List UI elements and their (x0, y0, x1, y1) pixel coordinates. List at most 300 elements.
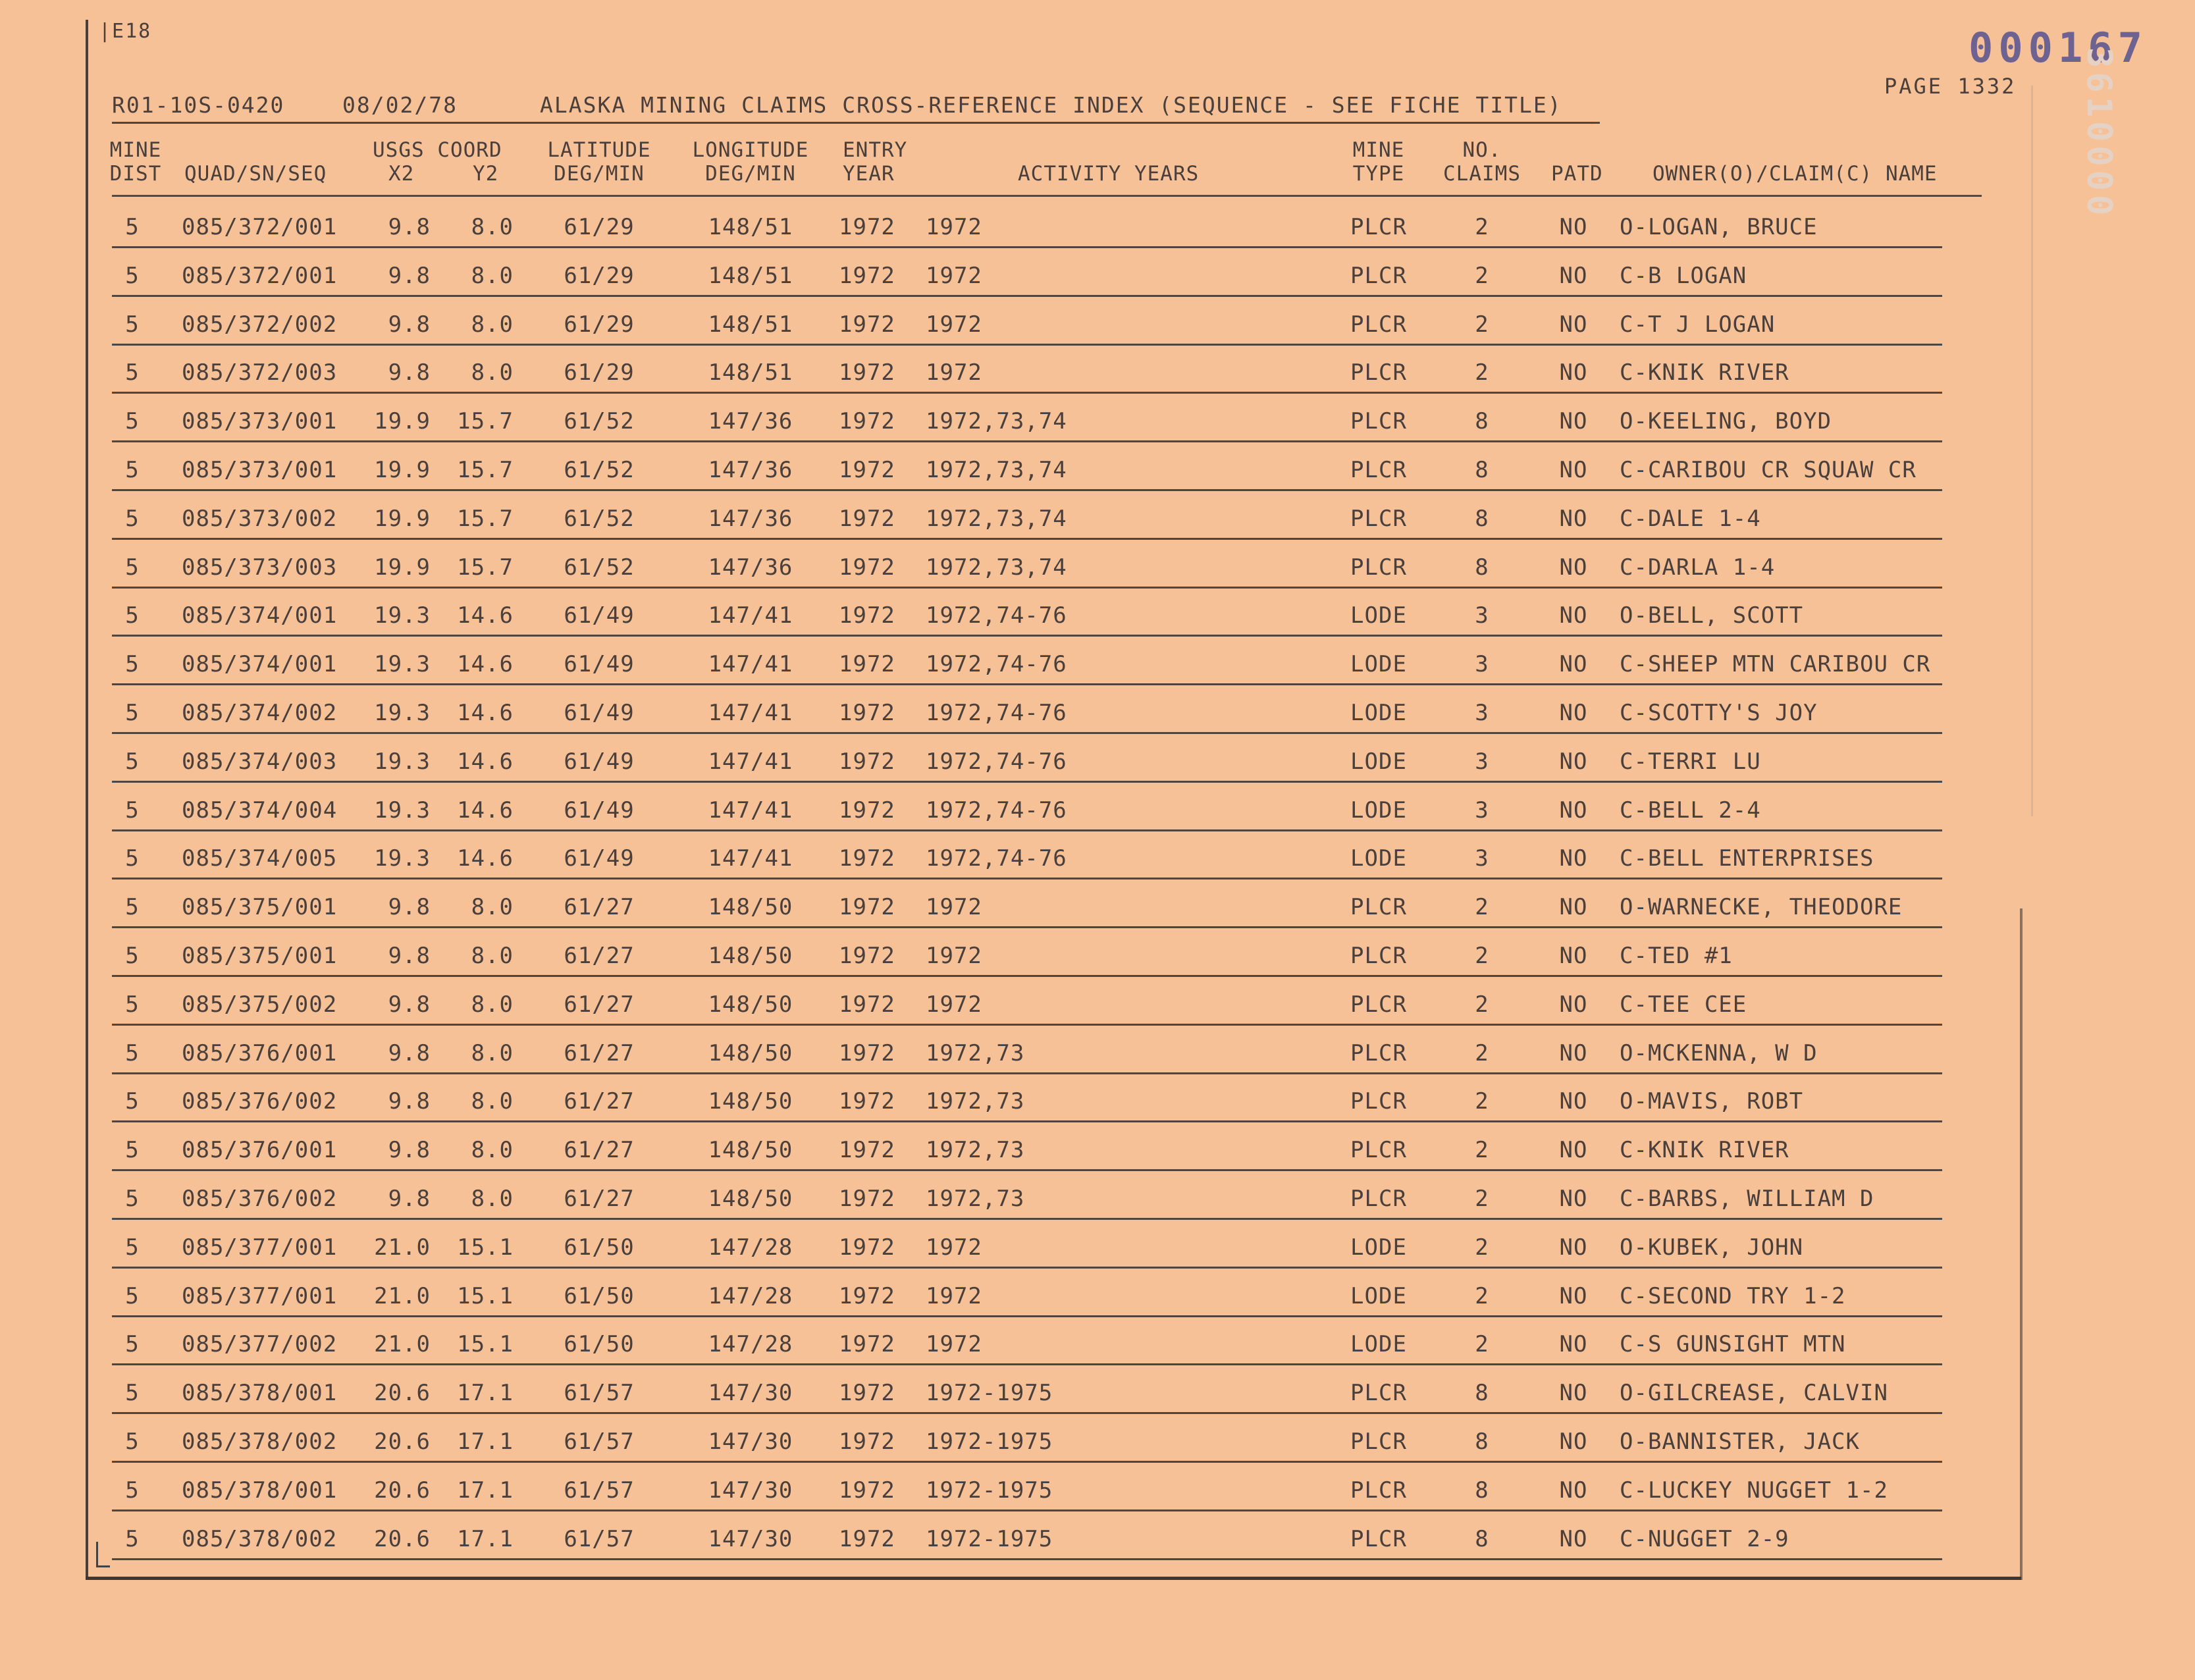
cell-latitude: 61/57 (564, 1526, 635, 1552)
cell-owner-claim-name: C-SECOND TRY 1-2 (1620, 1283, 1846, 1309)
page-label: PAGE 1332 (1884, 74, 2017, 99)
table-row (0, 640, 2195, 689)
row-divider (112, 635, 1942, 637)
cell-mine-type: PLCR (1350, 1088, 1407, 1115)
cell-latitude: 61/27 (564, 894, 635, 920)
cell-activity-years: 1972 (926, 894, 982, 920)
cell-longitude: 147/30 (708, 1477, 793, 1504)
cell-owner-claim-name: C-BELL ENTERPRISES (1620, 845, 1874, 872)
cell-mine-dist: 5 (125, 797, 140, 824)
cell-patd: NO (1559, 1137, 1588, 1163)
cell-owner-claim-name: C-T J LOGAN (1620, 311, 1776, 338)
cell-activity-years: 1972,73,74 (926, 457, 1067, 483)
cell-y2: 8.0 (471, 1088, 514, 1115)
cell-x2: 19.9 (374, 554, 431, 581)
cell-y2: 8.0 (471, 359, 514, 386)
cell-owner-claim-name: C-SCOTTY'S JOY (1620, 700, 1818, 726)
cell-no-claims: 2 (1475, 1040, 1489, 1066)
cell-activity-years: 1972 (926, 359, 982, 386)
cell-y2: 15.7 (457, 506, 514, 532)
cell-entry-year: 1972 (839, 1186, 895, 1212)
cell-quad: 085/375/002 (182, 991, 338, 1018)
cell-y2: 15.7 (457, 457, 514, 483)
cell-mine-type: LODE (1350, 797, 1407, 824)
cell-mine-dist: 5 (125, 1331, 140, 1357)
cell-quad: 085/374/003 (182, 748, 338, 775)
col-no-claims: NO. CLAIMS (1443, 138, 1521, 186)
table-row (0, 1029, 2195, 1078)
cell-mine-dist: 5 (125, 408, 140, 434)
cell-entry-year: 1972 (839, 748, 895, 775)
table-row (0, 543, 2195, 592)
cell-owner-claim-name: C-TED #1 (1620, 943, 1733, 969)
table-row (0, 883, 2195, 932)
cell-y2: 15.7 (457, 408, 514, 434)
row-divider (112, 1558, 1942, 1560)
cell-latitude: 61/57 (564, 1429, 635, 1455)
cell-quad: 085/372/001 (182, 214, 338, 240)
cell-longitude: 148/50 (708, 991, 793, 1018)
cell-x2: 9.8 (388, 1040, 431, 1066)
cell-mine-dist: 5 (125, 1429, 140, 1455)
cell-quad: 085/373/001 (182, 408, 338, 434)
cell-mine-dist: 5 (125, 359, 140, 386)
cell-mine-dist: 5 (125, 602, 140, 629)
cell-mine-type: PLCR (1350, 1137, 1407, 1163)
cell-no-claims: 2 (1475, 1137, 1489, 1163)
row-divider (112, 246, 1942, 248)
cell-no-claims: 2 (1475, 991, 1489, 1018)
cell-activity-years: 1972,73 (926, 1040, 1025, 1066)
cell-y2: 14.6 (457, 748, 514, 775)
table-row (0, 300, 2195, 349)
cell-patd: NO (1559, 1331, 1588, 1357)
cell-quad: 085/374/002 (182, 700, 338, 726)
cell-y2: 8.0 (471, 214, 514, 240)
cell-longitude: 147/41 (708, 602, 793, 629)
cell-y2: 8.0 (471, 1137, 514, 1163)
row-divider (112, 295, 1942, 297)
cell-patd: NO (1559, 214, 1588, 240)
table-row (0, 251, 2195, 300)
cell-quad: 085/374/001 (182, 651, 338, 677)
cell-mine-type: PLCR (1350, 408, 1407, 434)
cell-no-claims: 8 (1475, 554, 1489, 581)
cell-quad: 085/376/002 (182, 1088, 338, 1115)
cell-longitude: 147/36 (708, 506, 793, 532)
cell-y2: 15.7 (457, 554, 514, 581)
cell-quad: 085/375/001 (182, 894, 338, 920)
cell-y2: 8.0 (471, 991, 514, 1018)
report-title: ALASKA MINING CLAIMS CROSS-REFERENCE INDEX (SEQUENCE - SEE FICHE TITLE) (540, 92, 1562, 118)
cell-y2: 15.1 (457, 1283, 514, 1309)
cell-latitude: 61/50 (564, 1283, 635, 1309)
cell-y2: 8.0 (471, 263, 514, 289)
row-divider (112, 1363, 1942, 1365)
row-divider (112, 1072, 1942, 1074)
cell-no-claims: 2 (1475, 1331, 1489, 1357)
cell-patd: NO (1559, 748, 1588, 775)
row-divider (112, 878, 1942, 879)
cell-owner-claim-name: O-GILCREASE, CALVIN (1620, 1380, 1888, 1406)
cell-x2: 19.9 (374, 457, 431, 483)
cell-activity-years: 1972,74-76 (926, 748, 1067, 775)
cell-mine-dist: 5 (125, 700, 140, 726)
cell-latitude: 61/52 (564, 554, 635, 581)
row-divider (112, 392, 1942, 394)
cell-patd: NO (1559, 797, 1588, 824)
cell-mine-dist: 5 (125, 991, 140, 1018)
cell-no-claims: 2 (1475, 943, 1489, 969)
cell-longitude: 147/36 (708, 457, 793, 483)
cell-entry-year: 1972 (839, 311, 895, 338)
cell-mine-type: PLCR (1350, 991, 1407, 1018)
cell-activity-years: 1972 (926, 991, 982, 1018)
cell-quad: 085/378/002 (182, 1429, 338, 1455)
cell-mine-type: LODE (1350, 602, 1407, 629)
cell-quad: 085/378/001 (182, 1380, 338, 1406)
cell-mine-dist: 5 (125, 943, 140, 969)
cell-latitude: 61/52 (564, 506, 635, 532)
cell-no-claims: 2 (1475, 359, 1489, 386)
cell-mine-type: PLCR (1350, 554, 1407, 581)
table-row (0, 737, 2195, 786)
cell-no-claims: 8 (1475, 408, 1489, 434)
cell-owner-claim-name: C-KNIK RIVER (1620, 1137, 1789, 1163)
cell-patd: NO (1559, 554, 1588, 581)
cell-mine-dist: 5 (125, 311, 140, 338)
header-underline (112, 122, 1600, 124)
cell-no-claims: 2 (1475, 894, 1489, 920)
cell-entry-year: 1972 (839, 1234, 895, 1261)
cell-patd: NO (1559, 1040, 1588, 1066)
cell-longitude: 148/51 (708, 263, 793, 289)
cell-x2: 20.6 (374, 1380, 431, 1406)
cell-mine-type: PLCR (1350, 1186, 1407, 1212)
cell-mine-dist: 5 (125, 1283, 140, 1309)
cell-entry-year: 1972 (839, 894, 895, 920)
cell-longitude: 148/50 (708, 894, 793, 920)
cell-entry-year: 1972 (839, 797, 895, 824)
cell-patd: NO (1559, 506, 1588, 532)
cell-x2: 19.3 (374, 700, 431, 726)
cell-x2: 9.8 (388, 1137, 431, 1163)
cell-entry-year: 1972 (839, 1477, 895, 1504)
cell-patd: NO (1559, 359, 1588, 386)
frame-right-faint-border (2031, 86, 2033, 816)
cell-patd: NO (1559, 651, 1588, 677)
table-row (0, 1417, 2195, 1466)
table-row (0, 1223, 2195, 1272)
cell-activity-years: 1972,73 (926, 1088, 1025, 1115)
cell-owner-claim-name: C-NUGGET 2-9 (1620, 1526, 1789, 1552)
cell-activity-years: 1972-1975 (926, 1477, 1053, 1504)
cell-x2: 9.8 (388, 263, 431, 289)
cell-quad: 085/373/002 (182, 506, 338, 532)
cell-entry-year: 1972 (839, 1429, 895, 1455)
col-activity-years: ACTIVITY YEARS (1018, 162, 1200, 186)
cell-x2: 20.6 (374, 1526, 431, 1552)
cell-mine-dist: 5 (125, 506, 140, 532)
cell-activity-years: 1972,73 (926, 1137, 1025, 1163)
cell-longitude: 148/50 (708, 1088, 793, 1115)
cell-mine-dist: 5 (125, 1088, 140, 1115)
cell-entry-year: 1972 (839, 651, 895, 677)
cell-mine-type: PLCR (1350, 214, 1407, 240)
cell-patd: NO (1559, 1283, 1588, 1309)
cell-latitude: 61/50 (564, 1234, 635, 1261)
cell-latitude: 61/57 (564, 1477, 635, 1504)
cell-patd: NO (1559, 943, 1588, 969)
row-divider (112, 587, 1942, 589)
cell-patd: NO (1559, 894, 1588, 920)
cell-latitude: 61/50 (564, 1331, 635, 1357)
cell-no-claims: 2 (1475, 1234, 1489, 1261)
cell-no-claims: 3 (1475, 748, 1489, 775)
cell-quad: 085/376/002 (182, 1186, 338, 1212)
col-patd: PATD (1551, 162, 1603, 186)
cell-latitude: 61/29 (564, 214, 635, 240)
row-divider (112, 1461, 1942, 1463)
sheet-corner-code: |E18 (99, 20, 152, 43)
cell-longitude: 148/50 (708, 1040, 793, 1066)
cell-owner-claim-name: O-LOGAN, BRUCE (1620, 214, 1818, 240)
cell-no-claims: 2 (1475, 1283, 1489, 1309)
cell-entry-year: 1972 (839, 263, 895, 289)
table-row (0, 1077, 2195, 1126)
cell-entry-year: 1972 (839, 1331, 895, 1357)
cell-owner-claim-name: O-MCKENNA, W D (1620, 1040, 1818, 1066)
cell-mine-type: PLCR (1350, 457, 1407, 483)
cell-no-claims: 2 (1475, 263, 1489, 289)
col-mine-type: MINE TYPE (1352, 138, 1405, 186)
cell-entry-year: 1972 (839, 359, 895, 386)
table-row (0, 1369, 2195, 1417)
cell-activity-years: 1972 (926, 214, 982, 240)
cell-quad: 085/374/005 (182, 845, 338, 872)
cell-mine-dist: 5 (125, 1137, 140, 1163)
cell-patd: NO (1559, 1380, 1588, 1406)
cell-patd: NO (1559, 845, 1588, 872)
cell-mine-dist: 5 (125, 1234, 140, 1261)
cell-y2: 17.1 (457, 1380, 514, 1406)
cell-entry-year: 1972 (839, 991, 895, 1018)
cell-no-claims: 2 (1475, 1088, 1489, 1115)
report-id: R01-10S-0420 (112, 92, 285, 118)
cell-mine-dist: 5 (125, 894, 140, 920)
cell-quad: 085/372/001 (182, 263, 338, 289)
cell-y2: 8.0 (471, 894, 514, 920)
cell-no-claims: 3 (1475, 797, 1489, 824)
cell-x2: 9.8 (388, 991, 431, 1018)
cell-no-claims: 3 (1475, 845, 1489, 872)
cell-patd: NO (1559, 311, 1588, 338)
row-divider (112, 1169, 1942, 1171)
col-entry-year: ENTRY YEAR (843, 138, 908, 186)
cell-y2: 8.0 (471, 1040, 514, 1066)
cell-mine-type: LODE (1350, 1283, 1407, 1309)
cell-latitude: 61/29 (564, 263, 635, 289)
cell-patd: NO (1559, 1186, 1588, 1212)
col-mine-dist: MINE DIST (109, 138, 162, 186)
cell-mine-type: PLCR (1350, 1380, 1407, 1406)
row-divider (112, 975, 1942, 977)
cell-patd: NO (1559, 263, 1588, 289)
cell-longitude: 147/30 (708, 1380, 793, 1406)
cell-y2: 14.6 (457, 700, 514, 726)
cell-latitude: 61/27 (564, 1137, 635, 1163)
row-divider (112, 1509, 1942, 1511)
table-row (0, 1466, 2195, 1515)
cell-y2: 17.1 (457, 1429, 514, 1455)
cell-patd: NO (1559, 1526, 1588, 1552)
table-row (0, 1174, 2195, 1223)
cell-mine-type: PLCR (1350, 263, 1407, 289)
cell-owner-claim-name: C-TERRI LU (1620, 748, 1761, 775)
cell-patd: NO (1559, 602, 1588, 629)
cell-longitude: 147/28 (708, 1234, 793, 1261)
cell-quad: 085/378/001 (182, 1477, 338, 1504)
corner-mark (96, 1542, 110, 1567)
cell-no-claims: 8 (1475, 1526, 1489, 1552)
cell-entry-year: 1972 (839, 408, 895, 434)
cell-latitude: 61/27 (564, 1088, 635, 1115)
cell-quad: 085/377/002 (182, 1331, 338, 1357)
cell-longitude: 147/41 (708, 700, 793, 726)
cell-quad: 085/375/001 (182, 943, 338, 969)
cell-x2: 20.6 (374, 1477, 431, 1504)
cell-activity-years: 1972 (926, 263, 982, 289)
cell-latitude: 61/29 (564, 311, 635, 338)
cell-patd: NO (1559, 457, 1588, 483)
cell-activity-years: 1972,74-76 (926, 700, 1067, 726)
cell-mine-dist: 5 (125, 1380, 140, 1406)
cell-no-claims: 8 (1475, 506, 1489, 532)
cell-mine-dist: 5 (125, 214, 140, 240)
cell-longitude: 148/50 (708, 1186, 793, 1212)
cell-entry-year: 1972 (839, 457, 895, 483)
col-quad: QUAD/SN/SEQ (184, 162, 327, 186)
cell-quad: 085/377/001 (182, 1283, 338, 1309)
cell-x2: 19.3 (374, 797, 431, 824)
cell-x2: 9.8 (388, 1186, 431, 1212)
cell-mine-type: PLCR (1350, 1526, 1407, 1552)
cell-x2: 9.8 (388, 214, 431, 240)
cell-x2: 19.3 (374, 845, 431, 872)
row-divider (112, 829, 1942, 831)
cell-owner-claim-name: O-BANNISTER, JACK (1620, 1429, 1860, 1455)
cell-activity-years: 1972,73,74 (926, 506, 1067, 532)
col-longitude: LONGITUDE DEG/MIN (692, 138, 809, 186)
cell-quad: 085/372/002 (182, 311, 338, 338)
cell-mine-type: LODE (1350, 1331, 1407, 1357)
cell-mine-dist: 5 (125, 1526, 140, 1552)
cell-latitude: 61/52 (564, 457, 635, 483)
cell-owner-claim-name: C-S GUNSIGHT MTN (1620, 1331, 1846, 1357)
cell-y2: 15.1 (457, 1331, 514, 1357)
table-row (0, 689, 2195, 737)
cell-patd: NO (1559, 1234, 1588, 1261)
col-owner-claim: OWNER(O)/CLAIM(C) NAME (1653, 162, 1938, 186)
cell-x2: 19.3 (374, 748, 431, 775)
cell-mine-type: LODE (1350, 1234, 1407, 1261)
cell-owner-claim-name: C-DARLA 1-4 (1620, 554, 1776, 581)
cell-mine-type: PLCR (1350, 506, 1407, 532)
cell-y2: 14.6 (457, 651, 514, 677)
cell-activity-years: 1972,74-76 (926, 797, 1067, 824)
cell-x2: 20.6 (374, 1429, 431, 1455)
cell-x2: 9.8 (388, 359, 431, 386)
cell-mine-type: PLCR (1350, 1040, 1407, 1066)
cell-y2: 14.6 (457, 845, 514, 872)
cell-mine-dist: 5 (125, 845, 140, 872)
cell-mine-type: PLCR (1350, 1477, 1407, 1504)
cell-latitude: 61/49 (564, 748, 635, 775)
row-divider (112, 1315, 1942, 1317)
cell-latitude: 61/49 (564, 797, 635, 824)
row-divider (112, 926, 1942, 928)
cell-x2: 9.8 (388, 894, 431, 920)
cell-mine-type: PLCR (1350, 359, 1407, 386)
row-divider (112, 1412, 1942, 1414)
cell-y2: 8.0 (471, 311, 514, 338)
cell-no-claims: 2 (1475, 311, 1489, 338)
cell-mine-dist: 5 (125, 1186, 140, 1212)
report-date: 08/02/78 (342, 92, 458, 118)
cell-latitude: 61/27 (564, 1186, 635, 1212)
cell-owner-claim-name: O-MAVIS, ROBT (1620, 1088, 1804, 1115)
table-row (0, 1515, 2195, 1563)
cell-no-claims: 8 (1475, 1477, 1489, 1504)
cell-longitude: 147/36 (708, 408, 793, 434)
table-row (0, 348, 2195, 397)
cell-quad: 085/377/001 (182, 1234, 338, 1261)
table-row (0, 494, 2195, 543)
cell-activity-years: 1972-1975 (926, 1429, 1053, 1455)
cell-longitude: 148/51 (708, 359, 793, 386)
cell-no-claims: 3 (1475, 700, 1489, 726)
cell-quad: 085/373/003 (182, 554, 338, 581)
row-divider (112, 683, 1942, 685)
cell-x2: 19.9 (374, 506, 431, 532)
cell-latitude: 61/52 (564, 408, 635, 434)
cell-no-claims: 8 (1475, 457, 1489, 483)
cell-mine-dist: 5 (125, 651, 140, 677)
row-divider (112, 781, 1942, 783)
cell-longitude: 147/41 (708, 797, 793, 824)
table-row (0, 397, 2195, 446)
cell-mine-dist: 5 (125, 1477, 140, 1504)
cell-activity-years: 1972,74-76 (926, 651, 1067, 677)
cell-latitude: 61/29 (564, 359, 635, 386)
cell-longitude: 147/28 (708, 1331, 793, 1357)
table-row (0, 446, 2195, 494)
cell-mine-type: PLCR (1350, 894, 1407, 920)
cell-longitude: 148/50 (708, 1137, 793, 1163)
row-divider (112, 1120, 1942, 1122)
cell-no-claims: 3 (1475, 651, 1489, 677)
frame-right-border (2020, 908, 2023, 1580)
frame-bottom-border (86, 1577, 2021, 1580)
cell-mine-type: PLCR (1350, 1429, 1407, 1455)
cell-longitude: 147/41 (708, 845, 793, 872)
cell-activity-years: 1972 (926, 1331, 982, 1357)
row-divider (112, 440, 1942, 442)
cell-owner-claim-name: O-WARNECKE, THEODORE (1620, 894, 1903, 920)
col-usgs-coord: USGS COORD (373, 138, 502, 162)
cell-quad: 085/378/002 (182, 1526, 338, 1552)
cell-quad: 085/376/001 (182, 1040, 338, 1066)
